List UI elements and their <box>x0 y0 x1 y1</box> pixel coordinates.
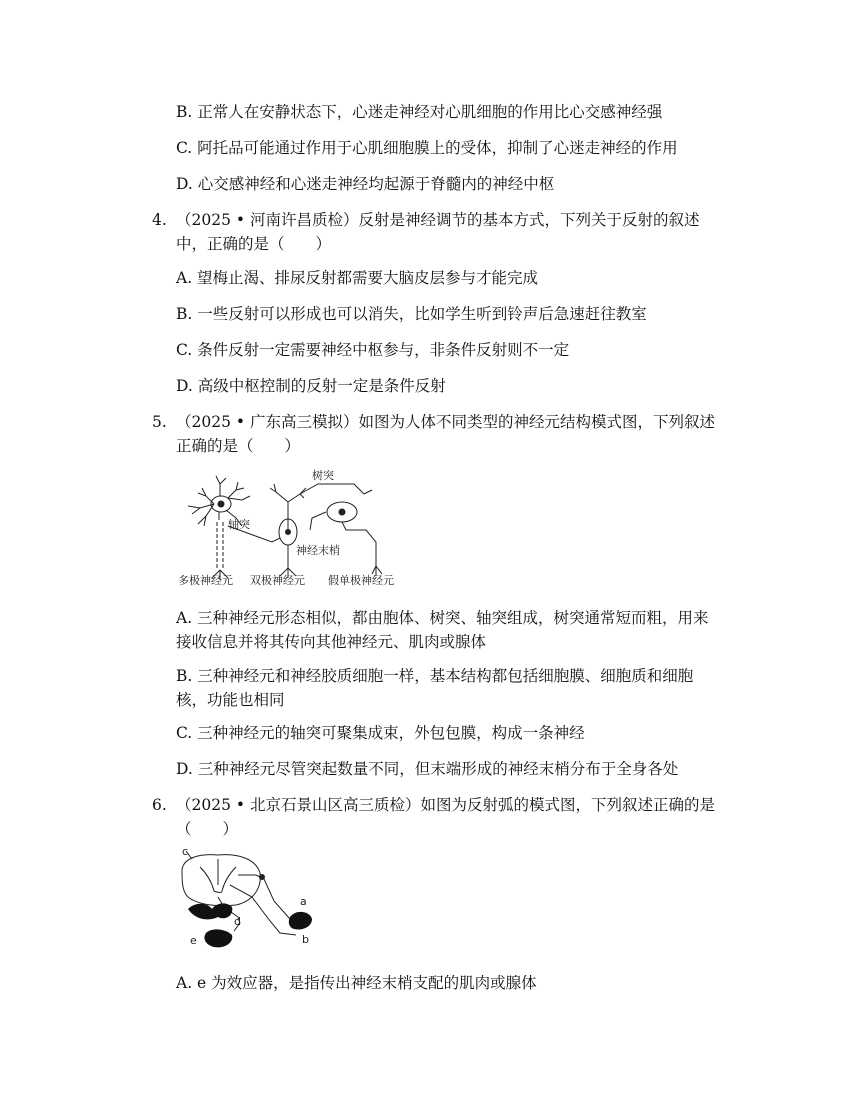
q5-option-b[interactable]: B. 三种神经元和神经胶质细胞一样，基本结构都包括细胞膜、细胞质和细胞核，功能也相同 <box>176 667 694 709</box>
label-c: c <box>182 845 189 858</box>
spinal-cord-outline <box>182 855 260 906</box>
q4-number: 4. <box>152 211 167 229</box>
label-e: e <box>190 934 197 947</box>
q5-number: 5. <box>152 413 167 431</box>
q4-option-b[interactable]: B. 一些反射可以形成也可以消失，比如学生听到铃声后急速赶往教室 <box>176 305 647 323</box>
label-pseudounipolar: 假单极神经元 <box>328 574 394 587</box>
q5-option-d[interactable]: D. 三种神经元尽管突起数量不同，但末端形成的神经末梢分布于全身各处 <box>176 760 679 778</box>
q4-option-a[interactable]: A. 望梅止渴、排尿反射都需要大脑皮层参与才能完成 <box>176 269 539 287</box>
q6-number: 6. <box>152 796 167 814</box>
q6-stem: （2025 • 北京石景山区高三质检）如图为反射弧的模式图，下列叙述正确的是（ ） <box>176 796 715 838</box>
neuron-diagram <box>176 466 411 590</box>
effector-e-shape <box>204 929 232 947</box>
q5-option-a[interactable]: A. 三种神经元形态相似，都由胞体、树突、轴突组成，树突通常短而粗，用来接收信息并将其传向其他神经元、肌肉或腺体 <box>176 609 709 651</box>
q5-stem: （2025 • 广东高三模拟）如图为人体不同类型的神经元结构模式图，下列叙述正确的是（ ） <box>176 413 715 455</box>
q3-option-c[interactable]: C. 阿托品可能通过作用于心肌细胞膜上的受体，抑制了心迷走神经的作用 <box>176 139 678 157</box>
reflex-arc-diagram <box>178 845 328 949</box>
q3-option-b[interactable]: B. 正常人在安静状态下，心迷走神经对心肌细胞的作用比心交感神经强 <box>176 103 663 121</box>
neuron-types-figure <box>176 466 411 590</box>
label-a: a <box>300 895 307 908</box>
q6-option-a[interactable]: A. e 为效应器，是指传出神经末梢支配的肌肉或腺体 <box>176 974 537 992</box>
grey-matter-blob <box>188 903 232 919</box>
q5-option-c[interactable]: C. 三种神经元的轴突可聚集成束，外包包膜，构成一条神经 <box>176 724 585 742</box>
label-axon: 轴突 <box>228 518 250 531</box>
q3-option-d[interactable]: D. 心交感神经和心迷走神经均起源于脊髓内的神经中枢 <box>176 175 555 193</box>
q4-stem: （2025 • 河南许昌质检）反射是神经调节的基本方式，下列关于反射的叙述中，正确的是（ ） <box>176 211 700 253</box>
label-dendrite: 树突 <box>312 469 334 482</box>
pseudounipolar-neuron-drawing <box>300 484 382 576</box>
label-nerve-ending: 神经末梢 <box>296 544 340 557</box>
reflex-arc-figure <box>178 845 328 949</box>
label-multipolar: 多极神经元 <box>178 574 233 587</box>
label-b: b <box>302 933 309 946</box>
receptor-a-shape <box>289 912 312 930</box>
bipolar-neuron-drawing <box>228 484 306 578</box>
label-bipolar: 双极神经元 <box>250 574 305 587</box>
q4-option-d[interactable]: D. 高级中枢控制的反射一定是条件反射 <box>176 377 446 395</box>
label-d: d <box>234 915 241 928</box>
q4-option-c[interactable]: C. 条件反射一定需要神经中枢参与，非条件反射则不一定 <box>176 341 570 359</box>
